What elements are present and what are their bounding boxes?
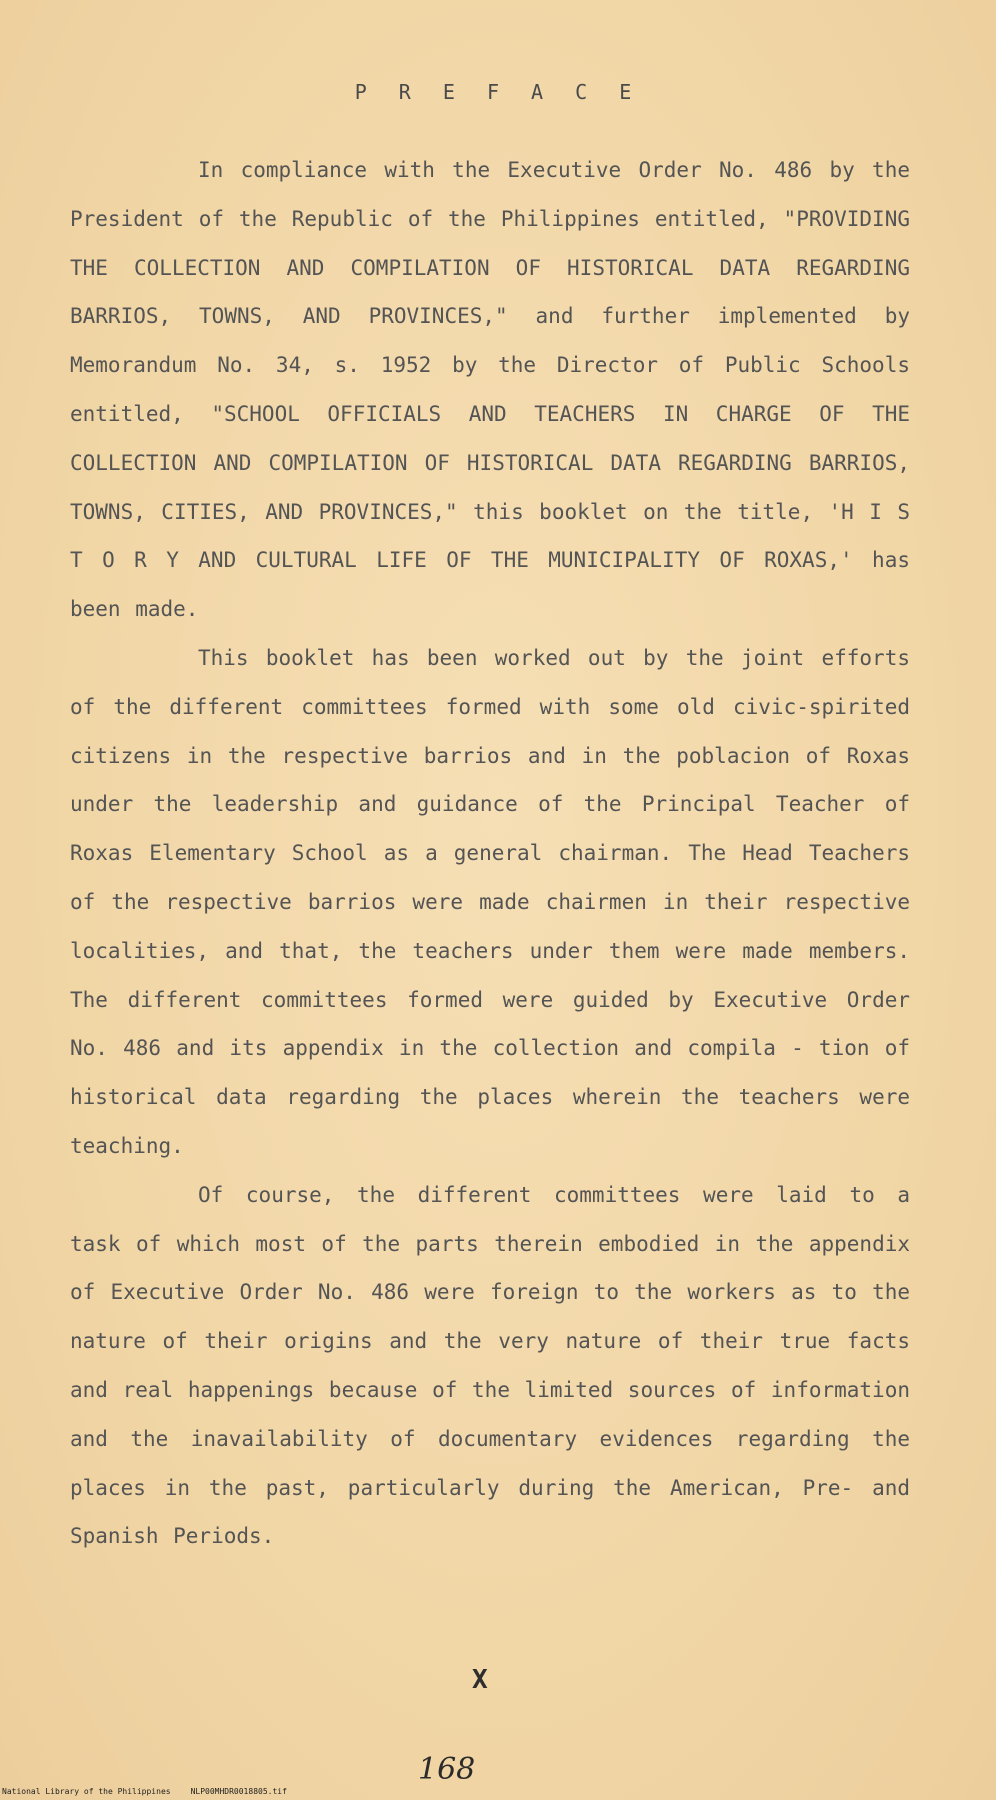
scan-footer [2, 1787, 287, 1796]
paragraph-3: Of course, the different committees were laid to a task of which most of the parts therein embodied in the appendix of Executive Order No. 486 were foreign to the workers as to the nature of their origins and the very nature of their true facts and real happenings because of the limited sources of information and the inavailability of documentary evidences regarding the places in the past, particularly during the American, Pre- and Spanish Periods. [70, 1182, 910, 1549]
page-title: P R E F A C E [354, 80, 642, 104]
paragraph-2: This booklet has been worked out by the joint efforts of the different committees formed with some old civic-spirited citizens in the respective barrios and in the poblacion of Roxas under the leadership and guidance of the Principal Teacher of Roxas Elementary School as a general chairman. The Head Teachers of the respective barrios were made chairmen in their respective localities, and that, the teachers under them were made members. The different committees formed were guided by Executive Order No. 486 and its appendix in the collection and compila - tion of historical data regarding the places wherein the teachers were teaching. [70, 645, 910, 1158]
handwritten-page-number: 168 [418, 1752, 476, 1787]
library-credit: National Library of the Philippines [2, 1787, 171, 1796]
scan-filename: NLP00MHDR0018805.tif [190, 1787, 287, 1796]
end-mark: X [472, 1665, 488, 1695]
paragraph-1: In compliance with the Executive Order No. 486 by the President of the Republic of the Philippines entitled, "PROVIDING THE COLLECTION AND COMPILATION OF HISTORICAL DATA REGARDING BARRIOS, TOWNS, AND PROVINCES," and further implemented by Memorandum No. 34, s. 1952 by the Director of Public Schools entitled, "SCHOOL OFFICIALS AND TEACHERS IN CHARGE OF THE COLLECTION AND COMPILATION OF HISTORICAL DATA REGARDING BARRIOS, TOWNS, CITIES, AND PROVINCES," this booklet on the title, 'H I S T O R Y AND CULTURAL LIFE OF THE MUNICIPALITY OF ROXAS,' has been made. [70, 158, 910, 622]
document-body [70, 146, 910, 1561]
